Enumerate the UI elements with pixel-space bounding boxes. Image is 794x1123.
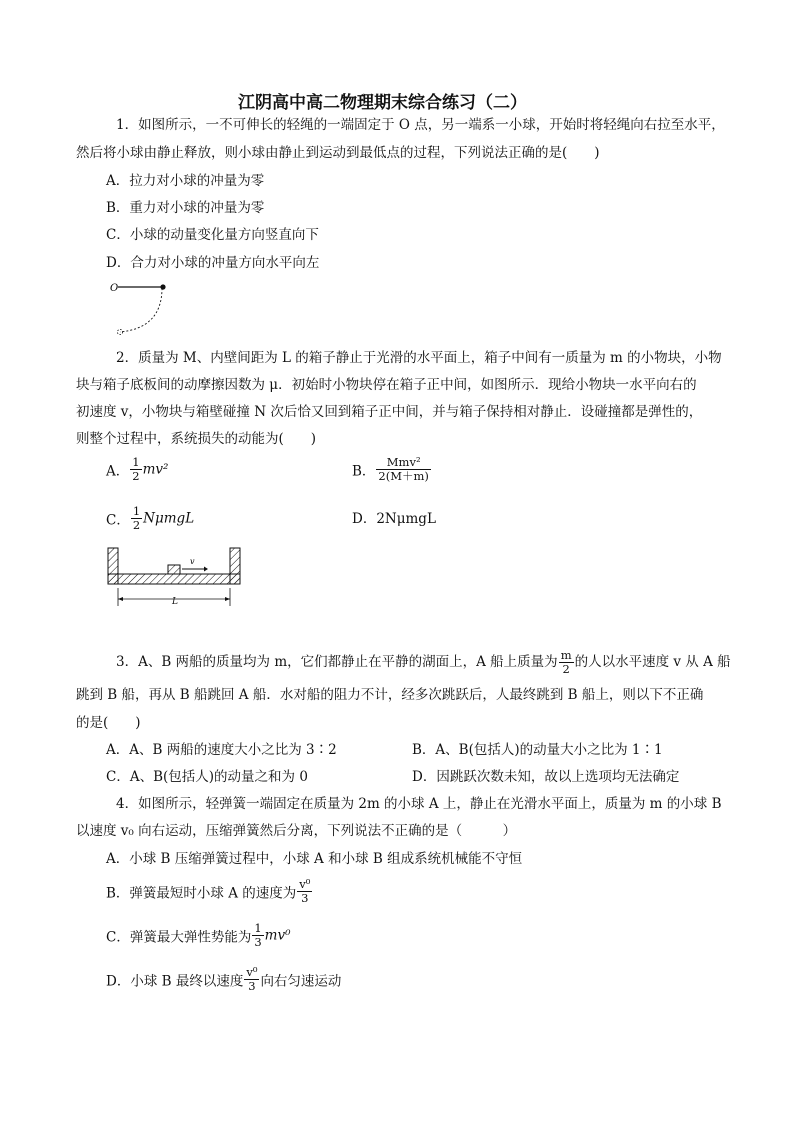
q2-stem-line3: 初速度 v，小物块与箱壁碰撞 N 次后恰又回到箱子正中间，并与箱子保持相对静止．设碰撞都是弹性的， (76, 404, 703, 420)
q4-stem-line1: 4．如图所示，轻弹簧一端固定在质量为 2m 的小球 A 上，静止在光滑水平面上，质量为 m 的小球 B (116, 796, 722, 812)
q3-fraction-denominator: 2 (562, 662, 570, 676)
pendulum-figure (106, 280, 176, 340)
q2-option-a (106, 456, 168, 483)
q2-a-tail: mv² (142, 461, 169, 478)
q1-option-a: A．拉力对小球的冲量为零 (106, 173, 265, 189)
q1-option-b: B．重力对小球的冲量为零 (106, 200, 265, 216)
q3-option-a: A．A、B 两船的速度大小之比为 3∶2 (106, 742, 337, 758)
dim-arrow-left (118, 597, 123, 601)
q4-b-numerator: v⁰ (299, 877, 311, 891)
q3-stem-line3: 的是( ) (76, 715, 141, 731)
pivot-label: O (110, 283, 119, 294)
q1-option-c: C．小球的动量变化量方向竖直向下 (106, 227, 319, 243)
q2-option-a-label: A． (106, 463, 130, 480)
q1-option-d: D．合力对小球的冲量方向水平向左 (106, 255, 320, 271)
q3-option-c: C．A、B(包括人)的动量之和为 0 (106, 769, 308, 785)
q4-d-numerator: v⁰ (246, 965, 258, 979)
q2-option-b-label: B． (352, 463, 376, 480)
box-figure (104, 544, 244, 608)
q4-b-denominator: 3 (301, 891, 309, 905)
q2-stem-line2: 块与箱子底板间的动摩擦因数为 μ．初始时小物块停在箱子正中间，如图所示．现给小物块一水平向右的 (76, 377, 697, 393)
q4-option-b (106, 878, 313, 905)
q2-a-denominator: 2 (132, 469, 140, 483)
q2-c-numerator: 1 (132, 504, 141, 518)
swing-path (120, 288, 162, 332)
q2-a-numerator: 1 (132, 455, 140, 469)
q2-c-denominator: 2 (132, 518, 141, 532)
q2-option-c-label: C． (106, 512, 130, 529)
q3-stem-line2: 跳到 B 船，再从 B 船跳回 A 船．水对船的阻力不计，经多次跳跃后，人最终跳到 B 船上，则以下不正确 (76, 687, 704, 703)
q1-stem-line2: 然后将小球由静止释放，则小球由静止到运动到最低点的过程，下列说法正确的是( ) (76, 145, 600, 161)
q3-option-b: B．A、B(包括人)的动量大小之比为 1∶1 (412, 742, 663, 758)
length-label: L (172, 597, 178, 607)
q3-stem-line1-a: 3．A、B 两船的质量均为 m，它们都静止在平静的湖面上，A 船上质量为 (116, 654, 558, 670)
q4-d-denominator: 3 (248, 979, 256, 993)
small-block (168, 565, 180, 574)
page-title: 江阴高中高二物理期末综合练习（二） (238, 93, 527, 113)
q2-c-tail: NμmgL (143, 510, 195, 527)
q2-b-numerator: Mmv² (376, 456, 430, 470)
q2-option-c (106, 505, 194, 532)
q1-stem-line1: 1．如图所示，一不可伸长的轻绳的一端固定于 O 点，另一端系一小球，开始时将轻绳向右拉至水平， (116, 117, 725, 133)
q3-option-d: D．因跳跃次数未知，故以上选项均无法确定 (412, 769, 680, 785)
q2-option-b (352, 456, 432, 483)
q2-option-d: D．2NμmgL (352, 511, 436, 527)
q3-stem-line1-b: 的人以水平速度 v 从 A 船 (574, 654, 731, 670)
q4-option-c-text: C．弹簧最大弹性势能为 (106, 929, 252, 946)
q2-b-denominator: 2(M＋m) (378, 469, 429, 483)
q4-c-denominator: 3 (254, 935, 262, 949)
q2-stem-line1: 2．质量为 M、内壁间距为 L 的箱子静止于光滑的水平面上，箱子中间有一质量为 m 的小物块，小物 (116, 350, 722, 366)
q4-option-d (106, 966, 341, 993)
q4-option-d-tail: 向右匀速运动 (260, 973, 342, 990)
dim-arrow-right (225, 597, 230, 601)
q4-option-d-text: D．小球 B 最终以速度 (106, 973, 244, 990)
q4-stem-line2: 以速度 v₀ 向右运动，压缩弹簧然后分离，下列说法不正确的是（ ） (76, 823, 517, 839)
box-floor (108, 574, 240, 584)
ball (160, 284, 165, 289)
q4-option-a: A．小球 B 压缩弹簧过程中，小球 A 和小球 B 组成系统机械能不守恒 (106, 851, 523, 867)
velocity-arrowhead (204, 567, 208, 572)
q2-stem-line4: 则整个过程中，系统损失的动能为( ) (76, 431, 317, 447)
q4-c-numerator: 1 (254, 921, 262, 935)
q4-option-c (106, 922, 291, 949)
q3-stem-line1 (116, 648, 731, 676)
q4-c-tail: mv⁰ (264, 927, 291, 944)
q4-option-b-text: B．弹簧最短时小球 A 的速度为 (106, 885, 297, 902)
velocity-label: v (190, 557, 195, 566)
q3-fraction-numerator: m (560, 648, 572, 662)
